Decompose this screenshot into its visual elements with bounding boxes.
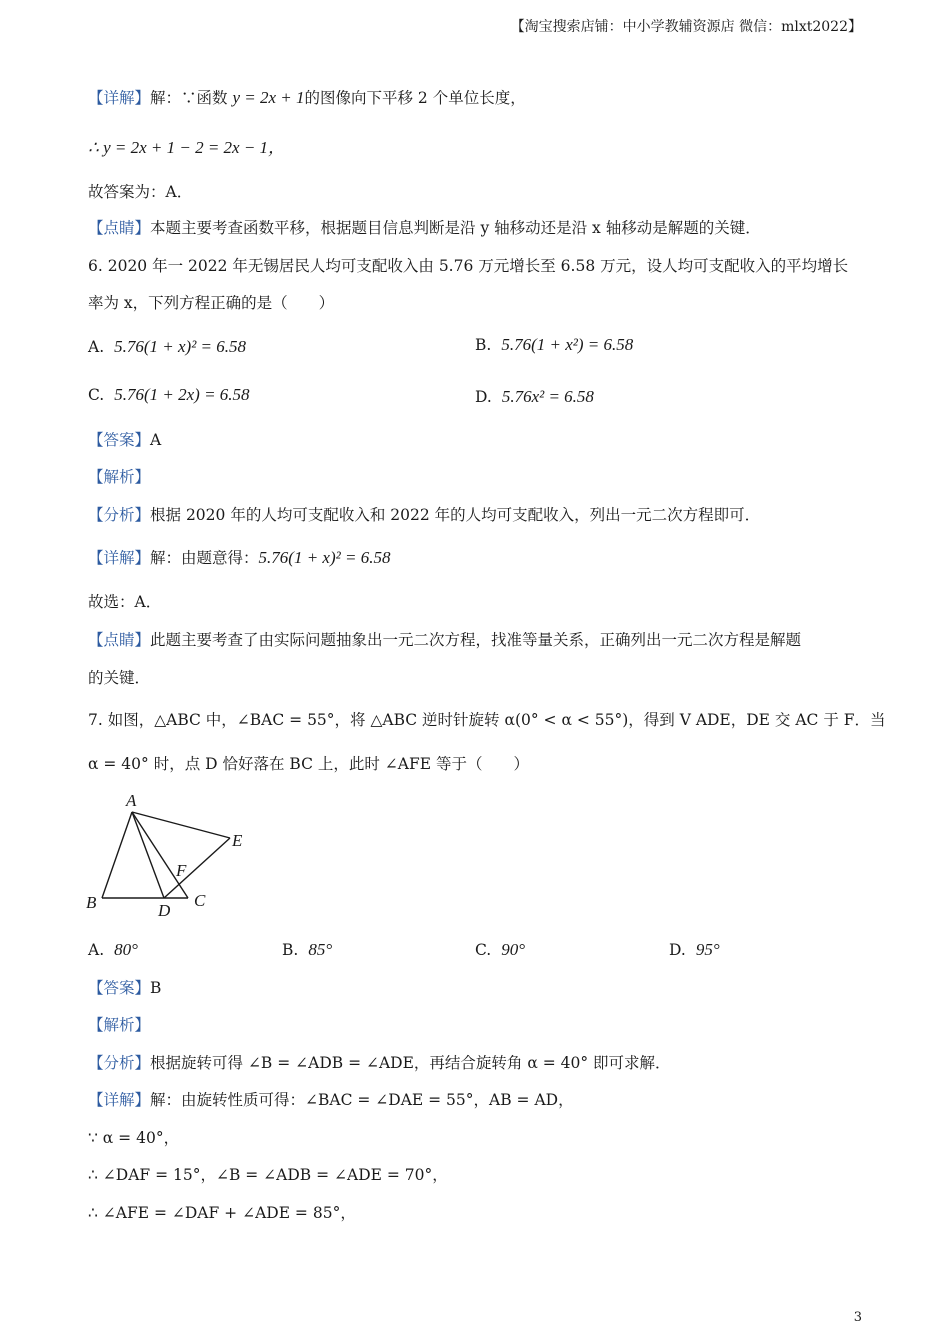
q7-option-d [669,940,720,960]
text: 的图像向下平移 2 个单位长度， [304,89,526,107]
q7-step-3: ∴ ∠AFE = ∠DAF + ∠ADE = 85°， [88,1204,356,1222]
option-expr: 95° [695,940,720,959]
segment-ab [102,812,132,898]
label-e: E [232,831,243,850]
option-expr: 5.76(1 + x)² = 6.58 [114,337,247,356]
tag-answer: 【答案】 [88,979,151,997]
text: 根据旋转可得 ∠B = ∠ADB = ∠ADE，再结合旋转角 α = 40° 即可求解． [150,1054,671,1072]
segment-de [164,838,230,898]
q6-detail [88,548,390,568]
line-2: ∴ y = 2x + 1 − 2 = 2x − 1， [88,138,286,157]
q6-option-b [475,335,633,355]
option-expr: 85° [308,940,333,959]
option-expr: 5.76(1 + 2x) = 6.58 [114,385,250,404]
q7-analysis-tag [88,1015,150,1035]
tag-answer: 【答案】 [88,431,151,449]
label-d: D [158,901,171,920]
text: 解：由题意得： [150,549,259,567]
text: 解：∵函数 [150,89,233,107]
option-expr: 5.76x² = 6.58 [501,387,594,406]
line-4 [88,218,761,238]
tag-detail: 【详解】 [88,549,151,567]
tag-detail: 【详解】 [88,89,151,107]
q6-analysis [88,505,760,525]
q7-step-1: ∵ α = 40°， [88,1129,180,1147]
text: 解：由旋转性质可得：∠BAC = ∠DAE = 55°，AB = AD， [150,1091,574,1109]
tag-analysis: 【分析】 [88,1054,151,1072]
option-expr: 5.76(1 + x²) = 6.58 [501,335,634,354]
question-7-line-1: 7. 如图，△ABC 中，∠BAC = 55°，将 △ABC 逆时针旋转 α(0° < α < 55°)，得到 V ADE，DE 交 AC 于 F．当 [88,711,886,729]
tag-detail: 【详解】 [88,1091,151,1109]
tag-comment: 【点睛】 [88,631,151,649]
option-label: C. [88,386,105,404]
q7-option-b [282,940,332,960]
math: 5.76(1 + x)² = 6.58 [258,548,391,567]
q6-option-a [88,337,246,357]
page-header: 【淘宝搜索店铺：中小学教辅资源店 微信：mlxt2022】 [510,19,862,35]
text: 根据 2020 年的人均可支配收入和 2022 年的人均可支配收入，列出一元二次方程即可． [150,506,761,524]
line-1 [88,88,526,108]
q7-analysis [88,1053,671,1073]
option-label: B. [475,336,492,354]
q6-comment-end: 的关键． [88,669,151,687]
tag-analysis: 【分析】 [88,506,151,524]
question-6-line-1: 6. 2020 年一 2022 年无锡居民人均可支配收入由 5.76 万元增长至 6.58 万元，设人均可支配收入的平均增长 [88,257,849,275]
option-label: A. [88,338,105,356]
label-f: F [176,861,187,880]
q7-option-a [88,940,138,960]
text: 本题主要考查函数平移，根据题目信息判断是沿 y 轴移动还是沿 x 轴移动是解题的关键． [150,219,761,237]
triangle-figure [80,790,280,925]
q7-option-c [475,940,525,960]
option-expr: 80° [114,940,138,959]
line-3: 故答案为：A． [88,183,193,201]
option-expr: 90° [501,940,526,959]
tag-comment: 【点睛】 [88,219,151,237]
q6-analysis-tag [88,467,150,487]
page-number: 3 [853,1310,862,1325]
math: y = 2x + 1 [232,88,305,107]
text: A [150,431,162,449]
question-6-line-2: 率为 x，下列方程正确的是（ ） [88,294,335,312]
q7-step-2: ∴ ∠DAF = 15°，∠B = ∠ADB = ∠ADE = 70°， [88,1166,448,1184]
text: B [150,979,162,997]
q6-choice: 故选：A． [88,593,162,611]
text: 此题主要考查了由实际问题抽象出一元二次方程，找准等量关系，正确列出一元二次方程是解题 [150,631,802,649]
q7-answer [88,978,161,998]
option-label: D. [475,388,492,406]
tag-analysis: 【解析】 [88,1016,151,1034]
label-a: A [126,791,137,810]
q6-option-d [475,387,594,407]
q7-detail [88,1090,574,1110]
q6-comment [88,630,801,650]
tag-analysis: 【解析】 [88,468,151,486]
label-b: B [86,893,97,912]
option-label: C. [475,941,492,959]
q6-answer [88,430,161,450]
question-7-line-2: α = 40° 时，点 D 恰好落在 BC 上，此时 ∠AFE 等于（ ） [88,755,529,773]
label-c: C [194,891,206,910]
q6-option-c [88,385,250,405]
option-label: D. [669,941,686,959]
option-label: A. [88,941,105,959]
option-label: B. [282,941,299,959]
